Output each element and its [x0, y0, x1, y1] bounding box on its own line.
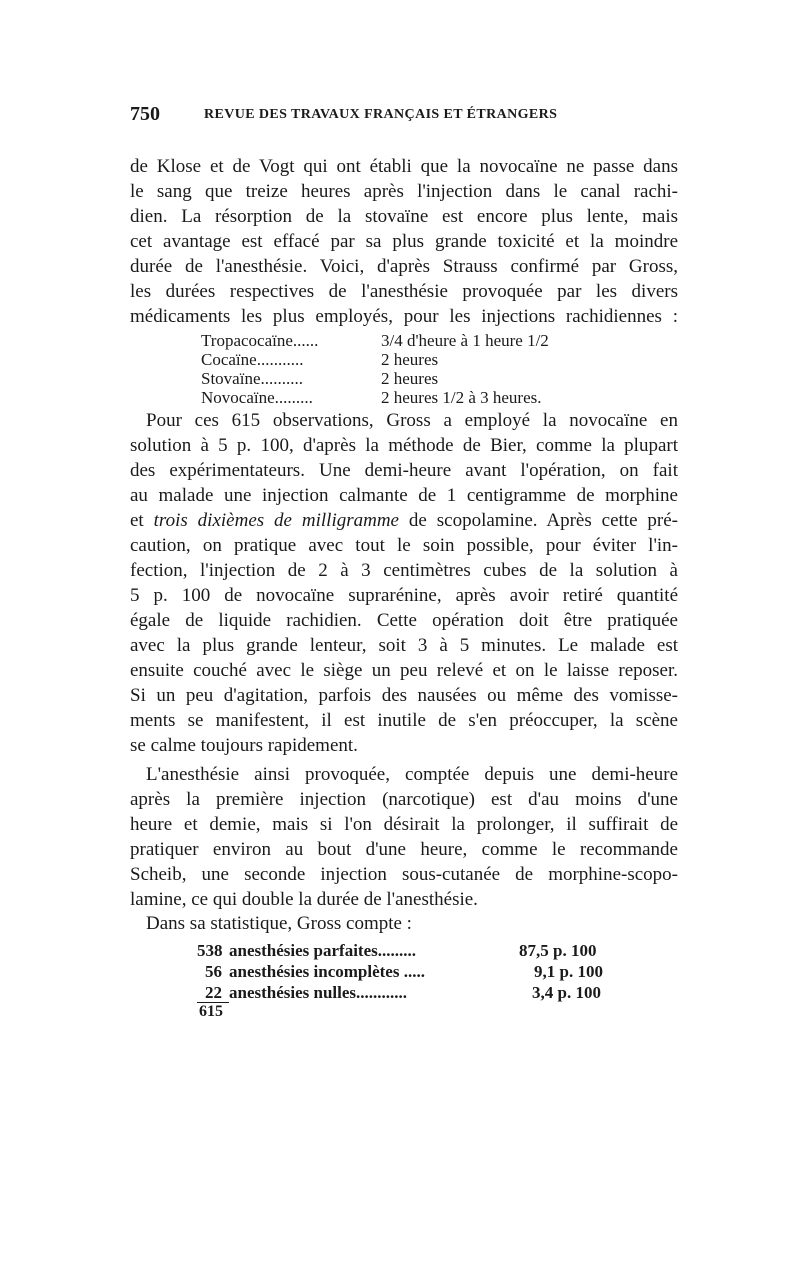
drug-duration: 2 heures 1/2 à 3 heures. [381, 388, 542, 407]
text-line: au malade une injection calmante de 1 centigramme de morphine [130, 485, 678, 506]
italic-phrase: trois dixièmes de milligramme [153, 510, 399, 531]
drug-duration: 2 heures [381, 369, 439, 388]
drug-duration: 3/4 d'heure à 1 heure 1/2 [381, 331, 549, 350]
text-line: ments se manifestent, il est inutile de s'en préoccuper, la scène [130, 710, 678, 731]
text-line: de Klose et de Vogt qui ont établi que la novocaïne ne passe dans [130, 156, 678, 177]
text-line: se calme toujours rapidement. [130, 735, 358, 756]
text-line: cet avantage est effacé par sa plus grande toxicité et la moindre [130, 231, 678, 252]
text-line: égale de liquide rachidien. Cette opération doit être pratiquée [130, 610, 678, 631]
page-number: 750 [130, 103, 160, 125]
text-line: les durées respectives de l'anesthésie provoquée par les divers [130, 281, 678, 302]
text-line: ensuite couché avec le siège un peu relevé et on le laisse reposer. [130, 660, 678, 681]
stat-count: 56 [205, 962, 222, 981]
drug-name: Novocaïne......... [201, 388, 313, 407]
stat-description: anesthésies nulles............ [229, 983, 408, 1002]
text-line: 5 p. 100 de novocaïne suprarénine, après avoir retiré quantité [130, 585, 678, 606]
text-line: dien. La résorption de la stovaïne est encore plus lente, mais [130, 206, 678, 227]
stat-percent: 87,5 p. 100 [519, 941, 597, 960]
drug-name: Tropacocaïne...... [201, 331, 319, 350]
stat-description: anesthésies parfaites......... [229, 941, 416, 960]
stat-count: 538 [197, 941, 223, 960]
text-line-mixed [130, 508, 678, 533]
stat-row [197, 940, 619, 962]
list-item [201, 369, 438, 388]
running-head: REVUE DES TRAVAUX FRANÇAIS ET ÉTRANGERS [204, 107, 558, 122]
list-item [201, 331, 549, 350]
drug-name: Stovaïne.......... [201, 369, 303, 388]
text-line: solution à 5 p. 100, d'après la méthode de Bier, comme la plupart [130, 435, 678, 456]
text-line: heure et demie, mais si l'on désirait la prolonger, il suffirait de [130, 814, 678, 835]
text-line: médicaments les plus employés, pour les injections rachidiennes : [130, 306, 678, 327]
text-span: et [130, 510, 154, 531]
text-line: après la première injection (narcotique) est d'au moins d'une [130, 789, 678, 810]
page-header [130, 103, 678, 133]
list-item [201, 388, 542, 407]
stat-description: anesthésies incomplètes ..... [229, 962, 425, 981]
text-line: Pour ces 615 observations, Gross a employé la novocaïne en [146, 410, 678, 431]
text-line: Scheib, une seconde injection sous-cutanée de morphine-scopo- [130, 864, 678, 885]
text-line: lamine, ce qui double la durée de l'anesthésie. [130, 889, 478, 910]
drug-duration: 2 heures [381, 350, 439, 369]
text-span: de scopolamine. Après cette pré- [399, 510, 679, 531]
text-line: fection, l'injection de 2 à 3 centimètres cubes de la solution à [130, 560, 678, 581]
text-line: avec la plus grande lenteur, soit 3 à 5 minutes. Le malade est [130, 635, 678, 656]
text-line: L'anesthésie ainsi provoquée, comptée depuis une demi-heure [146, 764, 678, 785]
stat-percent: 3,4 p. 100 [532, 983, 601, 1002]
drug-name: Cocaïne........... [201, 350, 304, 369]
text-line: le sang que treize heures après l'injection dans le canal rachi- [130, 181, 678, 202]
statistics-intro: Dans sa statistique, Gross compte : [146, 913, 412, 934]
stat-row [197, 982, 619, 1004]
text-line: Si un peu d'agitation, parfois des nausées ou même des vomisse- [130, 685, 678, 706]
stat-row [197, 961, 619, 983]
text-line: caution, on pratique avec tout le soin possible, pour éviter l'in- [130, 535, 678, 556]
text-line: pratiquer environ au bout d'une heure, comme le recommande [130, 839, 678, 860]
list-item [201, 350, 438, 369]
stat-percent: 9,1 p. 100 [534, 962, 603, 981]
text-line: des expérimentateurs. Une demi-heure avant l'opération, on fait [130, 460, 678, 481]
stat-count: 22 [205, 983, 222, 1002]
stat-total: 615 [199, 1003, 223, 1020]
text-line: durée de l'anesthésie. Voici, d'après Strauss confirmé par Gross, [130, 256, 678, 277]
